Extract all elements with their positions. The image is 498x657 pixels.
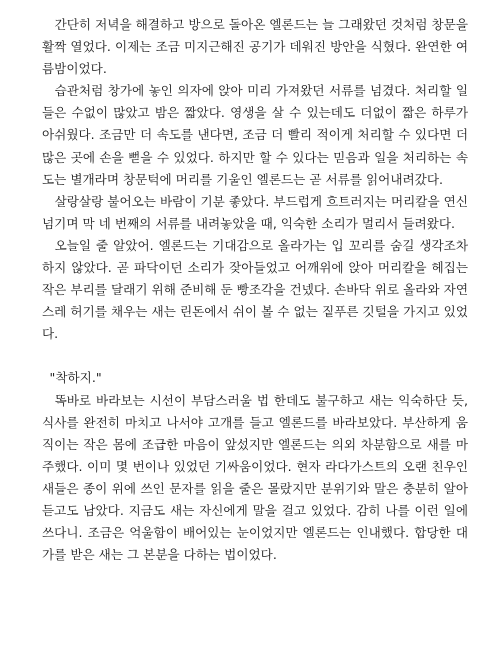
paragraph-5: 똑바로 바라보는 시선이 부담스러울 법 한데도 불구하고 새는 익숙하단 듯, 식사를 완전히 마치고 나서야 고개를 들고 엘론드를 바라보았다. 부산하게 움직이는 작은 몸에 조급한 마음이 앞섰지만 엘론드는 의외 차분함으로 새를 마주했다. 이미 몇 번이나 있었던 기싸움이었다. 현자 라다가스트의 오랜 친우인 새들은 종이 위에 쓰인 문자를 읽을 줄은 몰랐지만 분위기와 말은 충분히 알아듣고도 남았다. 지금도 새는 자신에게 말을 걸고 있었다. 감히 나를 이런 일에 쓰다니. 조금은 억울함이 배어있는 눈이었지만 엘론드는 인내했다. 합당한 대가를 받은 새는 그 본분을 다하는 법이었다.	[42, 392, 468, 563]
paragraph-4: 오늘일 줄 알았어. 엘론드는 기대감으로 올라가는 입 꼬리를 숨길 생각조차 하지 않았다. 곧 파닥이던 소리가 잦아들었고 어깨위에 앉아 머리칼을 헤집는 작은 부리를 달래기 위해 준비해 둔 빵조각을 건넸다. 손바닥 위로 올라와 자연스레 허기를 채우는 새는 린돈에서 쉬이 볼 수 없는 짙푸른 깃털을 가지고 있었다.	[42, 237, 468, 342]
dialogue-line: "착하지."	[49, 370, 102, 386]
paragraph-3: 살랑살랑 불어오는 바람이 기분 좋았다. 부드럽게 흐트러지는 머리칼을 연신 넘기며 막 네 번째의 서류를 내려놓았을 때, 익숙한 소리가 멀리서 들려왔다.	[42, 193, 468, 231]
paragraph-2: 습관처럼 창가에 놓인 의자에 앉아 미리 가져왔던 서류를 넘겼다. 처리할 일들은 수없이 많았고 밤은 짧았다. 영생을 살 수 있는데도 더없이 짧은 하루가 아쉬웠다. 조금만 더 속도를 낸다면, 조금 더 빨리 적이게 처리할 수 있다면 더 많은 곳에 손을 뻗을 수 있었다. 하지만 할 수 있다는 믿음과 일을 처리하는 속도는 별개라며 창문턱에 머리를 기울인 엘론드는 곧 서류를 읽어내려갔다.	[42, 83, 468, 187]
paragraph-1: 간단히 저녁을 해결하고 방으로 돌아온 엘론드는 늘 그래왔던 것처럼 창문을 활짝 열었다. 이제는 조금 미지근해진 공기가 데워진 방안을 식혔다. 완연한 여름밤이었다.	[42, 17, 468, 77]
